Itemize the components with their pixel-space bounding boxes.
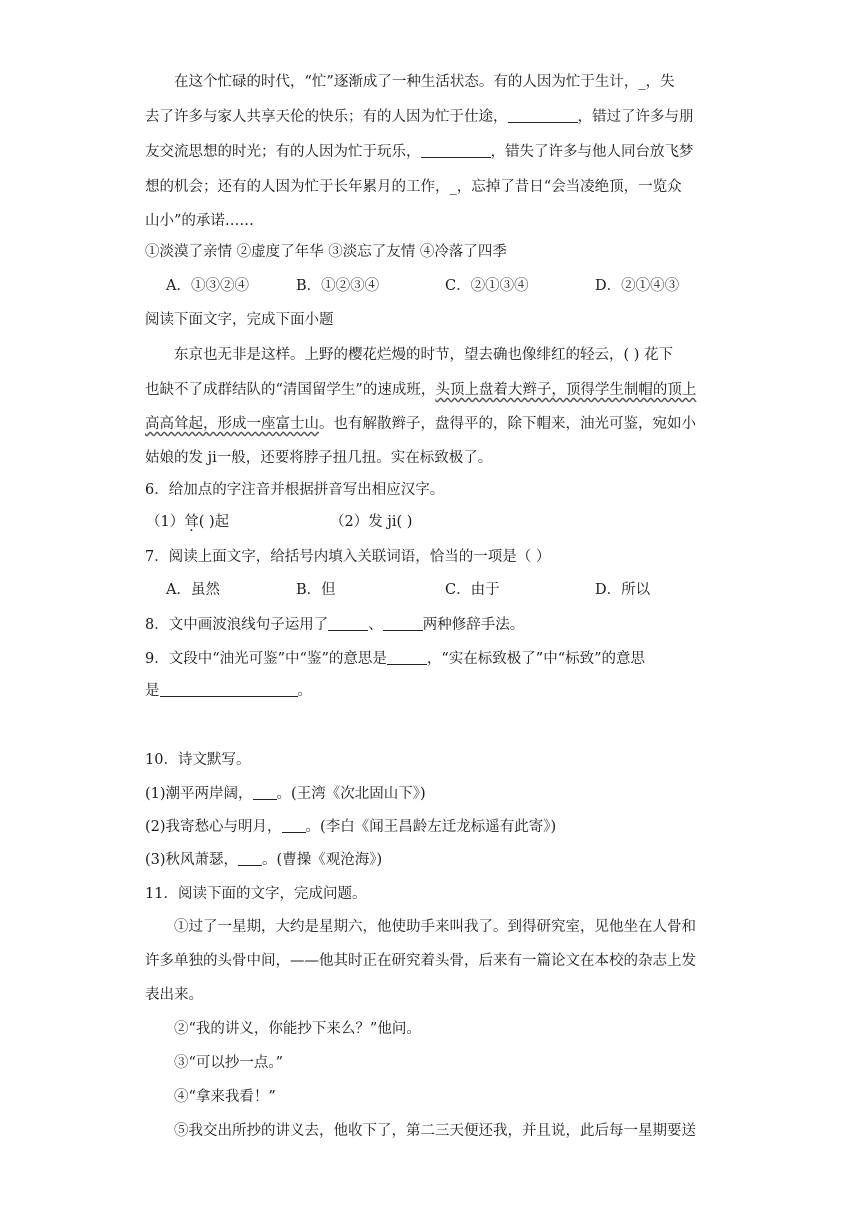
passage2-line-2: 也缺不了成群结队的“清国留学生”的速成班，头顶上盘着大辫子，顶得学生制帽的顶上 (145, 382, 697, 398)
q11-para-1-line-2: 许多单独的头骨中间，——他其时正在研究着头骨，后来有一篇论文在本校的杂志上发 (145, 953, 696, 969)
wavy-sentence: 头顶上盘着大辫子，顶得学生制帽的顶上 (435, 382, 697, 398)
q11-para-2: ②“我的讲义，你能抄下来么？”他问。 (174, 1021, 421, 1037)
dotted-char: 耸 (184, 514, 199, 530)
q11-para-1-line-3: 表出来。 (145, 987, 203, 1003)
q6-sub1: （1）耸( )起 (146, 514, 230, 530)
wavy-sentence: 高高耸起，形成一座富士山 (145, 416, 319, 432)
q7-choice-b[interactable]: B．但 (296, 582, 336, 598)
question-10: 10．诗文默写。 (145, 752, 251, 768)
question-8: 8．文中画波浪线句子运用了 、 两种修辞手法。 (145, 617, 525, 633)
passage1-options: ①淡漠了亲情 ②虚度了年华 ③淡忘了友情 ④冷落了四季 (145, 244, 507, 260)
passage2-line-3: 高高耸起，形成一座富士山。也有解散辫子，盘得平的，除下帽来，油光可鉴，宛如小 (145, 416, 696, 432)
question-7: 7．阅读上面文字，给括号内填入关联词语，恰当的一项是（ ） (145, 549, 551, 565)
question-11: 11．阅读下面的文字，完成问题。 (145, 886, 367, 902)
passage2-line-4: 姑娘的发 ji一般，还要将脖子扭几扭。实在标致极了。 (145, 450, 493, 466)
q7-choice-c[interactable]: C．由于 (445, 582, 500, 598)
answer-blank[interactable] (253, 785, 277, 800)
q10-item-3: (3)秋风萧瑟， 。(曹操《观沧海》) (145, 852, 383, 868)
passage1-line-1: 在这个忙碌的时代，“忙”逐渐成了一种生活状态。有的人因为忙于生计，_，失 (174, 74, 675, 90)
answer-blank[interactable] (508, 108, 578, 123)
answer-blank[interactable] (383, 616, 423, 631)
question-6: 6．给加点的字注音并根据拼音写出相应汉字。 (145, 482, 445, 498)
choice-c[interactable]: C．②①③④ (445, 278, 529, 294)
q6-sub2: （2）发 ji( ) (330, 514, 413, 530)
answer-blank[interactable] (238, 851, 262, 866)
passage1-line-2: 去了许多与家人共享天伦的快乐；有的人因为忙于仕途， ，错过了许多与朋 (145, 109, 694, 125)
choice-b[interactable]: B．①②③④ (296, 278, 380, 294)
passage1-line-4: 想的机会；还有的人因为忙于长年累月的工作，_，忘掉了昔日“会当凌绝顶，一览众 (145, 179, 682, 195)
answer-blank[interactable] (387, 650, 427, 665)
q11-para-4: ④“拿来我看！” (174, 1089, 276, 1105)
question-9-line-2: 是 。 (145, 683, 312, 699)
passage1-line-3: 友交流思想的时光；有的人因为忙于玩乐， ，错失了许多与他人同台放飞梦 (145, 144, 694, 160)
answer-blank[interactable] (328, 616, 368, 631)
choice-a[interactable]: A．①③②④ (166, 278, 249, 294)
q10-item-1: (1)潮平两岸阔， 。(王湾《次北固山下》) (145, 786, 426, 802)
q11-para-3: ③“可以抄一点。” (174, 1055, 284, 1071)
q7-choice-d[interactable]: D．所以 (595, 582, 651, 598)
question-9-line-1: 9．文段中“油光可鉴”中“鉴”的意思是 ，“实在标致极了”中“标致”的意思 (145, 651, 646, 667)
q11-para-5: ⑤我交出所抄的讲义去，他收下了，第二三天便还我，并且说，此后每一星期要送 (174, 1123, 696, 1139)
answer-blank[interactable] (282, 818, 306, 833)
q11-para-1-line-1: ①过了一星期，大约是星期六，他使助手来叫我了。到得研究室，见他坐在人骨和 (174, 919, 696, 935)
reading-intro: 阅读下面文字，完成下面小题 (145, 312, 334, 328)
answer-blank[interactable] (421, 143, 491, 158)
passage1-line-5: 山小”的承诺…… (145, 213, 254, 229)
q7-choice-a[interactable]: A．虽然 (166, 582, 220, 598)
answer-blank[interactable] (160, 682, 298, 697)
passage2-line-1: 东京也无非是这样。上野的樱花烂熳的时节，望去确也像绯红的轻云，( ) 花下 (174, 347, 674, 363)
choice-d[interactable]: D．②①④③ (595, 278, 680, 294)
q10-item-2: (2)我寄愁心与明月， 。(李白《闻王昌龄左迁龙标遥有此寄》) (145, 819, 557, 835)
